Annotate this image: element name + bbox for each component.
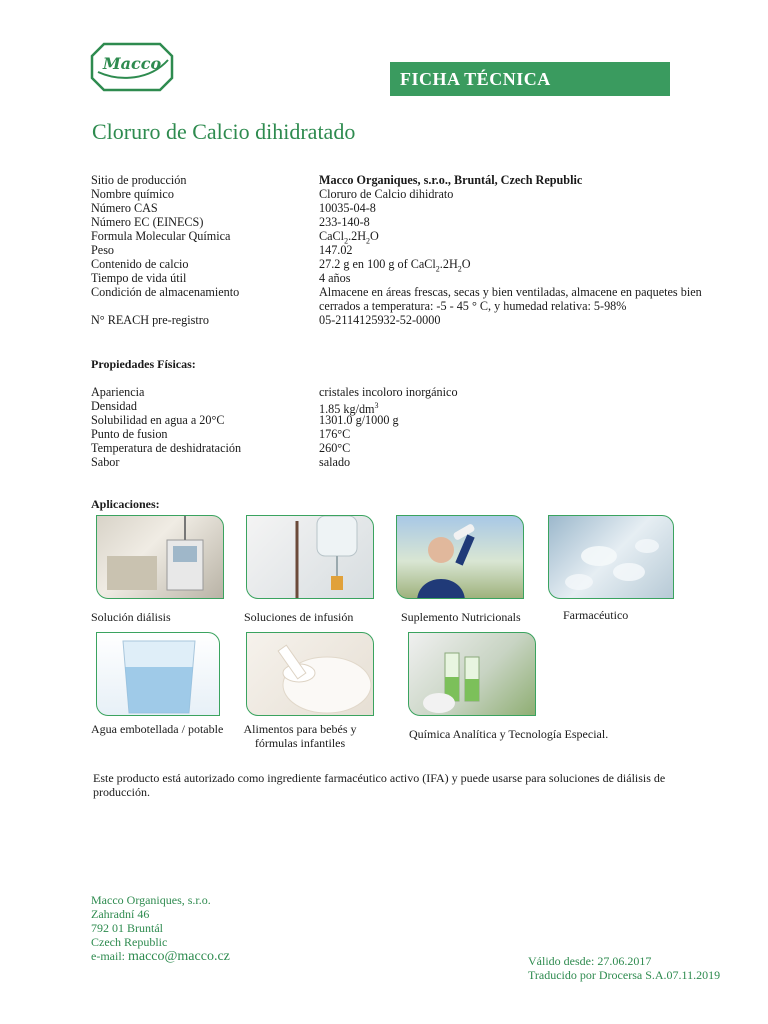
calcium-content-value: 27.2 g en 100 g of $CaCl_2.2H_2O$ <box>319 257 471 274</box>
nutrition-image <box>396 515 524 599</box>
baby-food-image <box>246 632 374 716</box>
phys-value: 1301.0 g/1000 g <box>319 413 399 427</box>
water-image <box>96 632 220 716</box>
spec-value: 147.02 <box>319 243 353 257</box>
phys-key: Punto de fusion <box>91 427 168 441</box>
spec-key: Número EC (EINECS) <box>91 215 204 229</box>
macco-logo <box>90 42 174 92</box>
ficha-tecnica-banner: FICHA TÉCNICA <box>390 62 670 96</box>
phys-value: cristales incoloro inorgánico <box>319 385 458 399</box>
caption-pharma: Farmacéutico <box>563 608 629 622</box>
spec-value: 233-140-8 <box>319 215 370 229</box>
translated-by: Traducido por Drocersa S.A.07.11.2019 <box>528 968 721 982</box>
phys-key: Sabor <box>91 455 120 469</box>
spec-key: N° REACH pre-registro <box>91 313 209 327</box>
infusion-image <box>246 515 374 599</box>
email-label: e-mail: <box>91 949 125 963</box>
spec-key: Formula Molecular Química <box>91 229 231 243</box>
phys-value: 176°C <box>319 427 351 441</box>
spec-value: 05-2114125932-52-0000 <box>319 313 441 327</box>
spec-key: Condición de almacenamiento <box>91 285 240 299</box>
email-line <box>91 949 230 964</box>
caption-nutrition: Suplemento Nutricionals <box>401 610 521 624</box>
company-country: Czech Republic <box>91 935 168 949</box>
caption-baby-food: Alimentos para bebés y fórmulas infantiles <box>243 722 357 750</box>
spec-key: Número CAS <box>91 201 158 215</box>
spec-key: Contenido de calcio <box>91 257 189 271</box>
phys-key: Temperatura de deshidratación <box>91 441 242 455</box>
physical-heading: Propiedades Físicas: <box>91 357 196 371</box>
authorization-note: Este producto está autorizado como ingrediente farmacéutico activo (IFA) y puede usarse para soluciones de diálisis de producción. <box>93 771 666 799</box>
spec-key: Peso <box>91 243 115 257</box>
caption-chemistry: Química Analítica y Tecnología Especial. <box>409 727 609 741</box>
company-street: Zahradní 46 <box>91 907 150 921</box>
spec-key: Nombre químico <box>91 187 174 201</box>
page-title: Cloruro de Calcio dihidratado <box>92 119 356 144</box>
caption-dialysis: Solución diálisis <box>91 610 171 624</box>
pharma-image <box>548 515 674 599</box>
phys-key: Apariencia <box>91 385 145 399</box>
density-value: 1.85 $kg/dm^3$ <box>319 401 379 417</box>
valid-from: Válido desde: 27.06.2017 <box>528 954 652 968</box>
formula-value: $CaCl_2.2H_2O$ <box>319 229 379 246</box>
spec-value: Almacene en áreas frescas, secas y bien ventiladas, almacene en paquetes bien cerrados a temperatura: -5 - 45 ° C, y humedad relativa: 5-98% <box>319 285 702 313</box>
spec-value: Macco Organiques, s.r.o., Bruntál, Czech Republic <box>319 173 583 187</box>
logo-text: Macco <box>102 54 162 73</box>
phys-key: Solubilidad en agua a 20°C <box>91 413 225 427</box>
spec-key: Sitio de producción <box>91 173 187 187</box>
dialysis-image <box>96 515 224 599</box>
caption-infusion: Soluciones de infusión <box>244 610 354 624</box>
phys-key: Densidad <box>91 399 138 413</box>
company-city: 792 01 Bruntál <box>91 921 163 935</box>
phys-value: salado <box>319 455 351 469</box>
caption-water: Agua embotellada / potable <box>91 722 224 736</box>
validity-block <box>528 954 720 982</box>
applications-heading: Aplicaciones: <box>91 497 160 511</box>
spec-value: Cloruro de Calcio dihidrato <box>319 187 454 201</box>
spec-value: 4 años <box>319 271 351 285</box>
email-link[interactable]: macco@macco.cz <box>127 949 230 964</box>
company-address <box>91 893 230 964</box>
company-name: Macco Organiques, s.r.o. <box>91 893 211 907</box>
spec-value: 10035-04-8 <box>319 201 376 215</box>
phys-value: 260°C <box>319 441 351 455</box>
chemistry-image <box>408 632 536 716</box>
spec-key: Tiempo de vida útil <box>91 271 187 285</box>
